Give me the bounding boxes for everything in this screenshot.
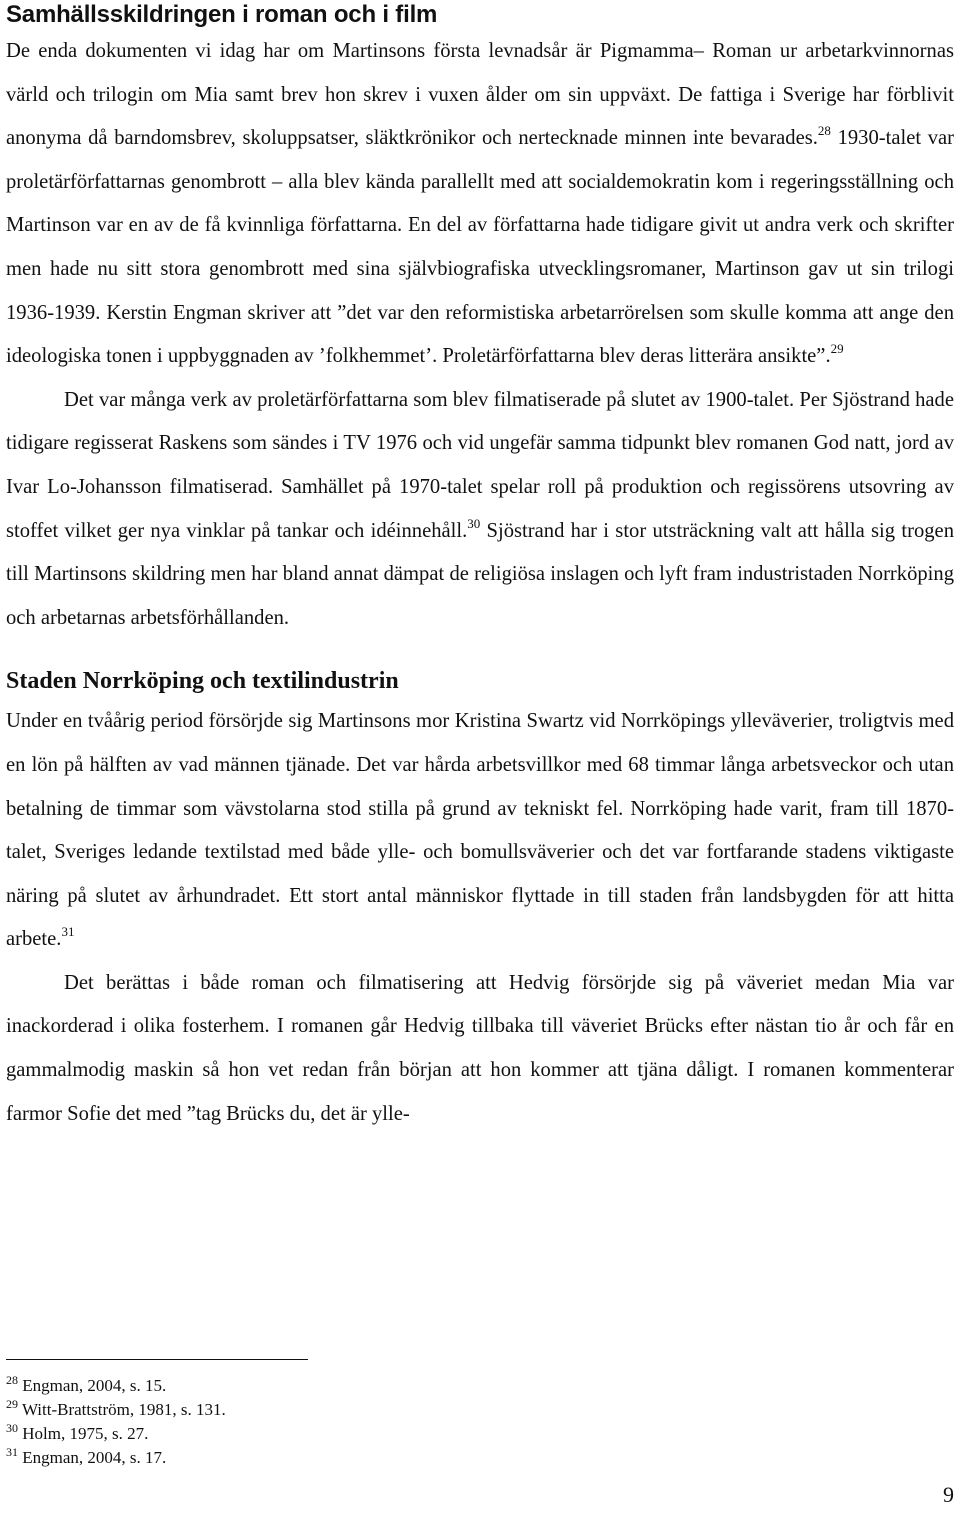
paragraph xyxy=(6,700,954,962)
text-run: De enda dokumenten vi idag har om Martinsons första levnadsår är Pigmamma– Roman ur arbetarkvinnornas värld och trilogin om Mia samt brev hon skrev i vuxen ålder om sin uppväxt. De fattiga i Sverige har förblivit anonyma då barndomsbrev, skoluppsatser, släktkrönikor och nertecknade minnen inte bevarades. xyxy=(6,40,954,150)
footnotes xyxy=(6,1374,226,1470)
footnote-reference: 30 xyxy=(467,515,481,531)
footnote-reference: 31 xyxy=(61,924,75,940)
paragraph xyxy=(6,962,954,1136)
footnote-text: Witt-Brattström, 1981, s. 131. xyxy=(18,1400,226,1419)
footnote-number: 28 xyxy=(6,1373,18,1387)
footnote-reference: 29 xyxy=(830,341,844,357)
footnote xyxy=(6,1398,226,1422)
text-run: 1930-talet var proletärförfattarnas genombrott – alla blev kända parallellt med att socialdemokratin kom i regeringsställning och Martinson var en av de få kvinnliga författarna. En del av författarna hade tidigare givit ut andra verk och skrifter men hade nu sitt stora genombrott med sina självbiografiska utvecklingsromaner, Martinson gav ut sin trilogi 1936-1939. Kerstin Engman skriver att ”det var den reformistiska arbetarrörelsen som skulle komma att ange den ideologiska tonen i uppbyggnaden av ’folkhemmet’. Proletärförfattarna blev deras litterära ansikte”. xyxy=(6,127,954,368)
section-heading-staden-norrkoping: Staden Norrköping och textilindustrin xyxy=(6,668,399,695)
section-heading-samhallsskildringen: Samhällsskildringen i roman och i film xyxy=(6,1,438,28)
page-number: 9 xyxy=(943,1482,954,1507)
footnote-number: 30 xyxy=(6,1421,18,1435)
footnote-divider xyxy=(6,1359,308,1360)
paragraph xyxy=(6,379,954,641)
footnote xyxy=(6,1446,226,1470)
footnote xyxy=(6,1374,226,1398)
text-run: Under en tvåårig period försörjde sig Martinsons mor Kristina Swartz vid Norrköpings ylleväverier, troligtvis med en lön på hälften av vad männen tjänade. Det var hårda arbetsvillkor med 68 timmar långa arbetsveckor och utan betalning de timmar som vävstolarna stod stilla på grund av tekniskt fel. Norrköping hade varit, fram till 1870-talet, Sveriges ledande textilstad med både ylle- och bomullsväverier och det var fortfarande stadens viktigaste näring på slutet av århundradet. Ett stort antal människor flyttade in till staden från landsbygden för att hitta arbete. xyxy=(6,710,954,951)
footnote-number: 29 xyxy=(6,1397,18,1411)
text-run: Det var många verk av proletärförfattarna som blev filmatiserade på slutet av 1900-talet. Per Sjöstrand hade tidigare regisserat Raskens som sändes i TV 1976 och vid ungefär samma tidpunkt blev romanen God natt, jord av Ivar Lo-Johansson filmatiserad. Samhället på 1970-talet spelar roll på produktion och regissörens utsovring av stoffet vilket ger nya vinklar på tankar och idéinnehåll. xyxy=(6,388,954,542)
text-run: Sjöstrand har i stor utsträckning valt att hålla sig trogen till Martinsons skildring men har bland annat dämpat de religiösa inslagen och lyft fram industristaden Norrköping och arbetarnas arbetsförhållanden. xyxy=(6,519,954,629)
footnote-text: Engman, 2004, s. 17. xyxy=(18,1448,167,1467)
footnote xyxy=(6,1422,226,1446)
text-run: Det berättas i både roman och filmatisering att Hedvig försörjde sig på väveriet medan Mia var inackorderad i olika fosterhem. I romanen går Hedvig tillbaka till väveriet Brücks efter nästan tio år och får en gammalmodig maskin så hon vet redan från början att hon kommer att tjäna dåligt. I romanen kommenterar farmor Sofie det med ”tag Brücks du, det är ylle- xyxy=(6,971,954,1125)
footnote-text: Holm, 1975, s. 27. xyxy=(18,1424,149,1443)
footnote-reference: 28 xyxy=(817,123,831,139)
footnote-number: 31 xyxy=(6,1445,18,1459)
footnote-text: Engman, 2004, s. 15. xyxy=(18,1376,167,1395)
paragraph xyxy=(6,30,954,379)
